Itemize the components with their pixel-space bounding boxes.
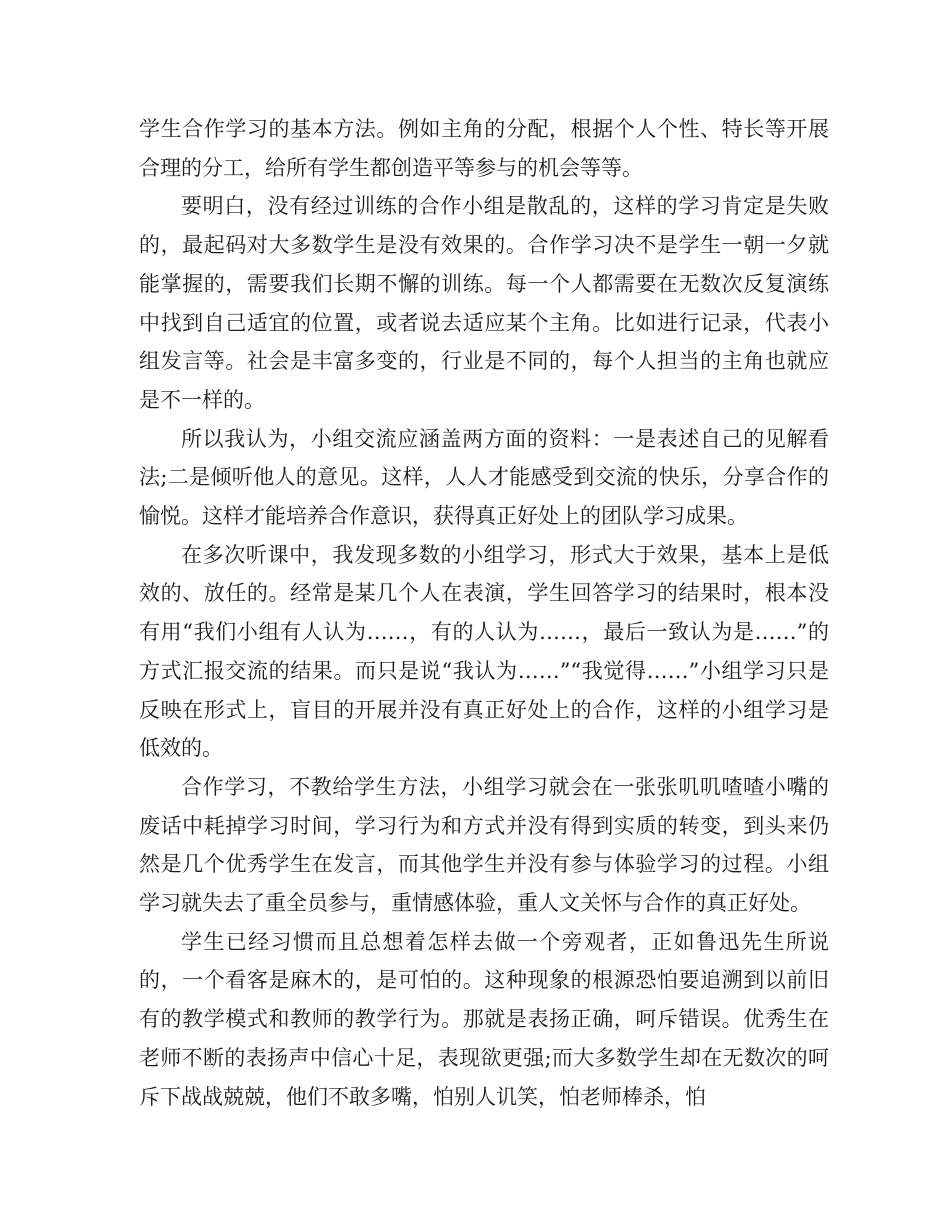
paragraph-5: 合作学习，不教给学生方法，小组学习就会在一张张叽叽喳喳小嘴的废话中耗掉学习时间，学习行为和方式并没有得到实质的转变，到头来仍然是几个优秀学生在发言，而其他学生并没有参与体验学习的过程。小组学习就失去了重全员参与，重情感体验，重人文关怀与合作的真正好处。 <box>139 774 829 916</box>
document-body <box>139 110 829 1116</box>
paragraph-6: 学生已经习惯而且总想着怎样去做一个旁观者，正如鲁迅先生所说的，一个看客是麻木的，是可怕的。这种现象的根源恐怕要追溯到以前旧有的教学模式和教师的教学行为。那就是表扬正确，呵斥错误。优秀生在老师不断的表扬声中信心十足，表现欲更强;而大多数学生却在无数次的呵斥下战战兢兢，他们不敢多嘴，怕别人讥笑，怕老师棒杀，怕 <box>139 929 829 1109</box>
paragraph-2: 要明白，没有经过训练的合作小组是散乱的，这样的学习肯定是失败的，最起码对大多数学生是没有效果的。合作学习决不是学生一朝一夕就能掌握的，需要我们长期不懈的训练。每一个人都需要在无数次反复演练中找到自己适宜的位置，或者说去适应某个主角。比如进行记录，代表小组发言等。社会是丰富多变的，行业是不同的，每个人担当的主角也就应是不一样的。 <box>139 194 829 412</box>
paragraph-4: 在多次听课中，我发现多数的小组学习，形式大于效果，基本上是低效的、放任的。经常是某几个人在表演，学生回答学习的结果时，根本没有用“我们小组有人认为……，有的人认为……，最后一致认为是……”的方式汇报交流的结果。而只是说“我认为……”“我觉得……”小组学习只是反映在形式上，盲目的开展并没有真正好处上的合作，这样的小组学习是低效的。 <box>139 542 829 761</box>
paragraph-1: 学生合作学习的基本方法。例如主角的分配，根据个人个性、特长等开展合理的分工，给所有学生都创造平等参与的机会等等。 <box>139 117 829 180</box>
paragraph-3: 所以我认为，小组交流应涵盖两方面的资料：一是表述自己的见解看法;二是倾听他人的意见。这样，人人才能感受到交流的快乐，分享合作的愉悦。这样才能培养合作意识，获得真正好处上的团队学习成果。 <box>139 426 829 529</box>
